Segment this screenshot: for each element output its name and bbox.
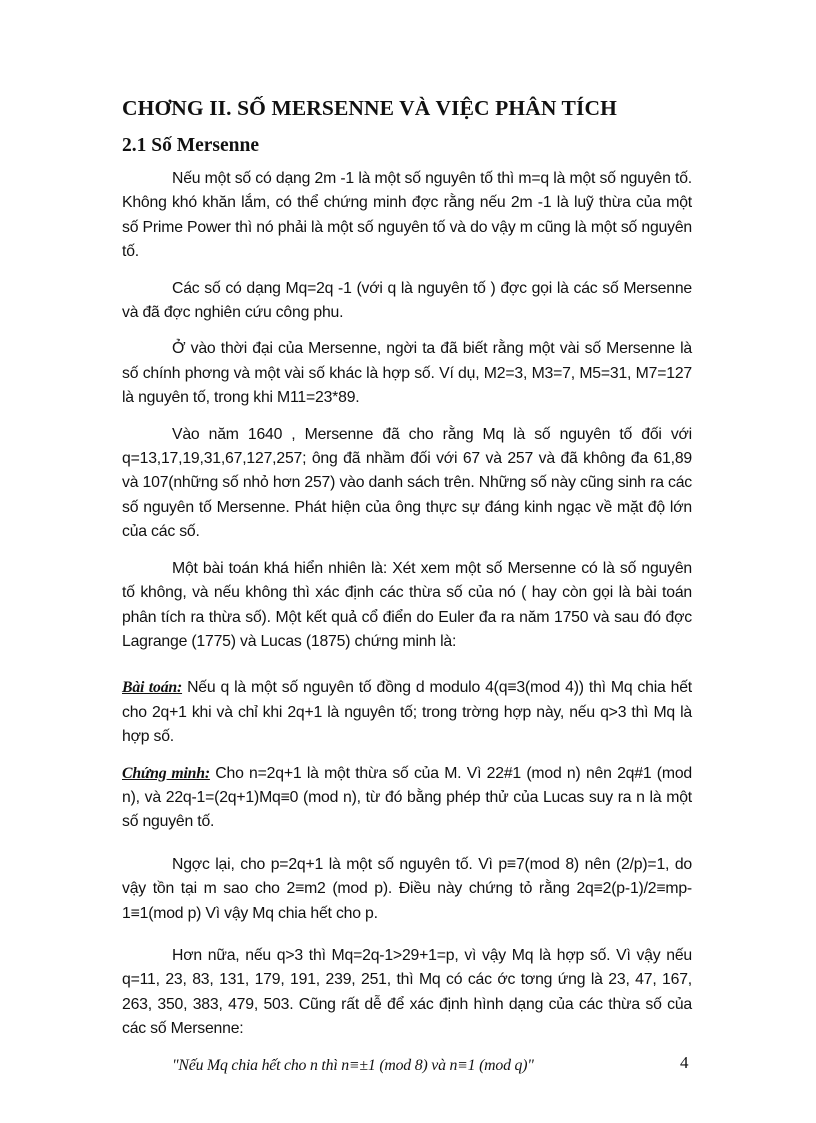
quote-line: "Nếu Mq chia hết cho n thì n≡±1 (mod 8) và n≡1 (mod q)" bbox=[172, 1056, 534, 1074]
paragraph-2: Các số có dạng Mq=2q -1 (với q là nguyên tố ) đợc gọi là các số Mersenne và đã đợc nghiên cứu công phu. bbox=[122, 279, 692, 322]
paragraph-3: Ở vào thời đại của Mersenne, ngời ta đã biết rằng một vài số Mersenne là số chính phơng và một vài số khác là hợp số. Ví dụ, M2=3, M3=7, M5=31, M7=127 là nguyên tố, trong khi M11=23*89. bbox=[122, 340, 692, 407]
problem-text: Nếu q là một số nguyên tố đồng d modulo 4(q≡3(mod 4)) thì Mq chia hết cho 2q+1 khi và chỉ khi 2q+1 là nguyên tố; trong trờng hợp này, nếu q>3 thì Mq là hợp số. bbox=[122, 679, 692, 746]
problem-label: Bài toán: bbox=[122, 679, 183, 697]
paragraph-9: Hơn nữa, nếu q>3 thì Mq=2q-1>29+1=p, vì vậy Mq là hợp số. Vì vậy nếu q=11, 23, 83, 131, 179, 191, 239, 251, thì Mq có các ớc tơng ứng là 23, 47, 167, 263, 350, 383, 479, 503. Cũng rất dễ để xác định hình dạng của các thừa số của các số Mersenne: bbox=[122, 946, 692, 1038]
chapter-heading: CHƠNG II. SỐ MERSENNE VÀ VIỆC PHÂN TÍCH bbox=[122, 96, 617, 120]
section-title: 2.1 Số Mersenne bbox=[122, 135, 260, 156]
proof-label: Chứng minh: bbox=[122, 764, 210, 782]
page-number: 4 bbox=[680, 1053, 689, 1072]
proof-paragraph bbox=[122, 762, 692, 835]
paragraph-5: Một bài toán khá hiển nhiên là: Xét xem một số Mersenne có là số nguyên tố không, và nếu không thì xác định các thừa số của nó ( hay còn gọi là bài toán phân tích ra thừa số). Một kết quả cổ điển do Euler đa ra năm 1750 và sau đó đợc Lagrange (1775) và Lucas (1875) chứng minh là: bbox=[122, 559, 692, 650]
paragraph-4: Vào năm 1640 , Mersenne đã cho rằng Mq là số nguyên tố đối với q=13,17,19,31,67,127,257; ông đã nhầm đối với 67 và 257 và đã không đa 61,89 và 107(những số nhỏ hơn 257) vào danh sách trên. Những số này cũng sinh ra các số nguyên tố Mersenne. Phát hiện của ông thực sự đáng kinh ngạc về mặt độ lớn của các số. bbox=[122, 425, 692, 541]
problem-paragraph bbox=[122, 676, 692, 749]
body-text bbox=[122, 167, 692, 1078]
paragraph-8: Ngợc lại, cho p=2q+1 là một số nguyên tố. Vì p≡7(mod 8) nên (2/p)=1, do vậy tồn tại m sao cho 2≡m2 (mod p). Điều này chứng tỏ rằng 2q≡2(p-1)/2≡mp-1≡1(mod p) Vì vậy Mq chia hết cho p. bbox=[122, 855, 692, 922]
paragraph-1: Nếu một số có dạng 2m -1 là một số nguyên tố thì m=q là một số nguyên tố. Không khó khăn lắm, có thể chứng minh đợc rằng nếu 2m -1 là luỹ thừa của một số Prime Power thì nó phải là một số nguyên tố và do vậy m cũng là một số nguyên tố. bbox=[122, 170, 692, 261]
proof-text: Cho n=2q+1 là một thừa số của M. Vì 22#1 (mod n) nên 2q#1 (mod n), và 22q-1=(2q+1)Mq≡0 (mod n), từ đó bằng phép thử của Lucas suy ra n là một số nguyên tố. bbox=[122, 764, 692, 831]
